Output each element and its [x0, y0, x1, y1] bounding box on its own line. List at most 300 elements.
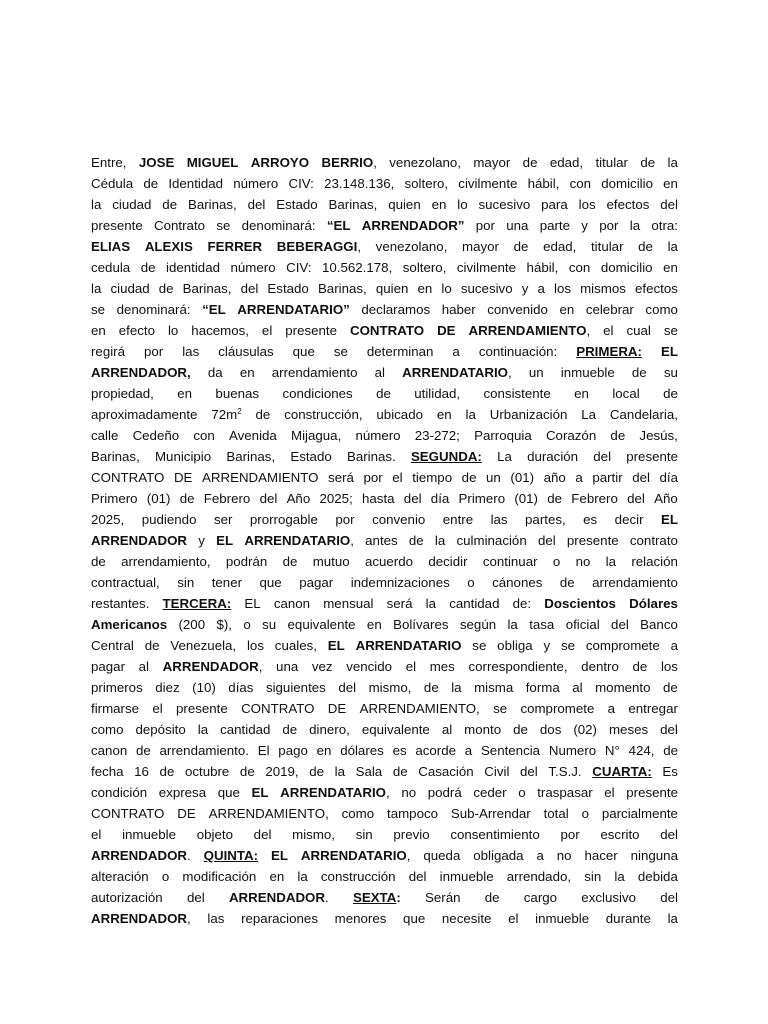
clause-heading: CUARTA:	[592, 764, 652, 779]
text-run: Dólares	[629, 596, 678, 611]
text-word	[638, 236, 653, 257]
text-run: de	[663, 743, 678, 758]
text-word	[660, 824, 678, 845]
text-run: contrato	[629, 533, 678, 548]
text-line	[91, 593, 678, 614]
text-word	[139, 656, 149, 677]
text-run: edad,	[549, 155, 584, 170]
text-run: Bolívares	[393, 617, 449, 632]
text-word	[412, 467, 452, 488]
text-word	[506, 215, 528, 236]
text-run: dos	[539, 722, 562, 737]
text-run: condición	[91, 785, 148, 800]
text-run: tampoco	[387, 806, 439, 821]
text-run: de	[255, 407, 271, 422]
text-word	[275, 635, 317, 656]
text-word	[592, 761, 652, 782]
text-run: del	[259, 491, 278, 506]
text-word	[388, 194, 421, 215]
text-word	[538, 530, 556, 551]
text-run: que	[292, 344, 315, 359]
text-run: los	[578, 197, 596, 212]
text-run: Primero	[458, 491, 506, 506]
text-word	[527, 257, 559, 278]
text-word	[218, 782, 240, 803]
text-run: ,	[350, 533, 354, 548]
text-word	[321, 866, 396, 887]
text-word	[486, 467, 501, 488]
text-run: Banco	[640, 617, 678, 632]
text-run: Numero	[548, 743, 597, 758]
text-word	[628, 698, 678, 719]
text-run: en	[417, 281, 433, 296]
text-run: el	[261, 323, 273, 338]
text-run: primeros	[91, 680, 143, 695]
text-line	[91, 257, 678, 278]
text-run: por	[475, 218, 495, 233]
text-word	[560, 824, 579, 845]
text-word	[484, 761, 509, 782]
text-word	[472, 635, 486, 656]
text-run: de	[513, 239, 529, 254]
text-word	[274, 593, 310, 614]
text-word	[208, 362, 223, 383]
text-run: denominará:	[241, 218, 316, 233]
text-word	[91, 908, 191, 929]
text-run: del	[627, 491, 645, 506]
text-run: pudiendo	[141, 512, 197, 527]
text-run: la	[605, 554, 617, 569]
text-word	[450, 824, 539, 845]
text-word	[228, 677, 253, 698]
text-word	[595, 152, 628, 173]
text-word	[431, 488, 450, 509]
text-word	[260, 488, 278, 509]
text-word	[599, 215, 618, 236]
text-word	[473, 782, 506, 803]
text-run: arrendamiento.	[159, 743, 249, 758]
text-run: quien	[388, 197, 421, 212]
text-line	[91, 908, 678, 929]
text-run: de	[158, 281, 174, 296]
text-line	[91, 551, 678, 572]
text-word	[544, 635, 551, 656]
text-run: se	[91, 302, 106, 317]
text-run: el	[392, 470, 403, 485]
text-run: Avenida	[229, 428, 277, 443]
text-word	[369, 677, 412, 698]
text-word	[430, 656, 455, 677]
text-run: Estado	[276, 197, 318, 212]
text-word	[626, 782, 678, 803]
text-run: los	[660, 659, 678, 674]
text-run: (200	[178, 617, 206, 632]
text-word	[608, 698, 615, 719]
text-word	[251, 152, 309, 173]
text-word	[272, 362, 358, 383]
text-word	[403, 908, 425, 929]
text-run: construcción,	[284, 407, 363, 422]
text-word	[529, 614, 554, 635]
text-run: una	[506, 218, 529, 233]
text-word	[91, 488, 138, 509]
text-run: las	[207, 911, 225, 926]
text-word	[663, 677, 678, 698]
text-run: del	[660, 827, 678, 842]
text-word	[338, 677, 356, 698]
text-run: oficial	[565, 617, 600, 632]
text-run: relación	[631, 554, 678, 569]
text-run: a	[607, 701, 616, 716]
text-word	[318, 278, 367, 299]
text-word	[497, 635, 533, 656]
text-word	[356, 635, 462, 656]
text-word	[324, 173, 394, 194]
text-word	[174, 467, 192, 488]
text-run: Sala	[355, 764, 383, 779]
text-word	[437, 404, 452, 425]
text-run: objeto	[196, 827, 233, 842]
text-run: (01)	[514, 491, 538, 506]
text-word	[479, 194, 531, 215]
text-run: de	[162, 197, 178, 212]
text-word	[154, 215, 205, 236]
text-run: mismos	[580, 281, 626, 296]
text-run: consistente	[483, 386, 551, 401]
text-run: de	[135, 743, 151, 758]
text-word	[351, 572, 450, 593]
text-run: ciudad	[110, 281, 150, 296]
text-run: ARRENDATARIO	[280, 785, 386, 800]
text-run: en	[663, 260, 678, 275]
text-line	[91, 740, 678, 761]
text-word	[159, 782, 206, 803]
text-word	[241, 698, 314, 719]
text-word	[525, 509, 566, 530]
text-run: duración	[527, 449, 579, 464]
text-run: $),	[216, 617, 232, 632]
text-run: de	[140, 260, 156, 275]
text-word	[631, 551, 678, 572]
text-run: monto	[464, 722, 502, 737]
text-run: DE	[437, 323, 456, 338]
text-word	[584, 845, 617, 866]
text-word	[297, 866, 307, 887]
text-word	[546, 425, 596, 446]
text-run: 23-272;	[414, 428, 460, 443]
text-word	[485, 887, 500, 908]
text-word	[487, 299, 548, 320]
text-word	[241, 908, 318, 929]
text-word	[91, 572, 160, 593]
text-line	[91, 362, 678, 383]
text-word	[491, 509, 508, 530]
text-run: en	[177, 386, 193, 401]
text-run: con	[568, 260, 591, 275]
text-run: parcialmente	[601, 806, 678, 821]
text-run: EL	[216, 533, 234, 548]
text-word	[290, 446, 331, 467]
text-line	[91, 341, 678, 362]
text-run: efectos	[606, 197, 650, 212]
text-run: el	[405, 659, 417, 674]
text-run: CONTRATO	[91, 806, 165, 821]
text-word	[276, 656, 298, 677]
text-run: es	[583, 512, 598, 527]
text-word	[289, 173, 314, 194]
text-line	[91, 383, 678, 404]
text-run: Contrato	[154, 218, 206, 233]
text-word	[547, 488, 562, 509]
text-run: un	[486, 470, 501, 485]
text-run: BERRIO	[321, 155, 374, 170]
text-word	[606, 908, 651, 929]
text-word	[467, 572, 474, 593]
text-word	[309, 761, 324, 782]
text-run: DE	[173, 470, 193, 485]
text-run: ARRENDADOR	[228, 890, 325, 905]
text-word	[492, 572, 542, 593]
text-word	[247, 635, 264, 656]
text-run: CONTRATO	[91, 470, 165, 485]
text-line	[91, 572, 678, 593]
text-word	[553, 551, 560, 572]
text-run: .	[187, 848, 191, 863]
text-run: un	[528, 365, 544, 380]
text-run: de	[632, 659, 648, 674]
text-run: entre	[442, 512, 474, 527]
text-run: se	[663, 323, 678, 338]
text-word	[180, 488, 195, 509]
text-run: ELIAS	[91, 239, 131, 254]
text-run: de	[159, 764, 175, 779]
text-word	[576, 341, 642, 362]
text-word	[566, 614, 600, 635]
text-run: las	[182, 344, 200, 359]
text-run: la	[667, 155, 678, 170]
text-word	[362, 215, 465, 236]
text-run: alteración	[91, 869, 149, 884]
text-run: compromete	[585, 638, 660, 653]
text-run: mes	[429, 659, 455, 674]
text-word	[528, 173, 560, 194]
text-word	[469, 320, 591, 341]
text-word	[197, 824, 233, 845]
text-run: N°	[604, 743, 620, 758]
clause-heading: QUINTA:	[203, 848, 259, 863]
text-word	[392, 467, 402, 488]
text-word	[464, 719, 501, 740]
text-run: lo	[167, 323, 179, 338]
text-word	[136, 740, 151, 761]
text-run: Corazón	[545, 428, 597, 443]
text-run: pagar	[91, 659, 126, 674]
text-run: da	[207, 365, 223, 380]
text-run: Casación	[418, 764, 474, 779]
text-word	[524, 887, 557, 908]
text-run: día	[659, 470, 678, 485]
text-run: La	[497, 449, 512, 464]
text-run: sin	[177, 575, 195, 590]
text-word	[497, 446, 512, 467]
text-run: presente	[626, 449, 678, 464]
text-word	[537, 278, 544, 299]
text-word	[389, 152, 461, 173]
text-run: local	[612, 386, 640, 401]
text-run: de	[640, 155, 656, 170]
text-run: ,	[357, 239, 362, 254]
text-word	[591, 236, 624, 257]
text-word	[465, 740, 472, 761]
text-word	[367, 614, 382, 635]
text-word	[91, 551, 106, 572]
text-run: Jesús,	[639, 428, 678, 443]
text-run: podrá	[427, 785, 462, 800]
text-run: Barinas,	[226, 449, 276, 464]
text-word	[468, 656, 567, 677]
text-run: reparaciones	[241, 911, 318, 926]
text-run: correspondiente,	[468, 659, 568, 674]
text-run: EL	[660, 512, 678, 527]
text-run: continuación:	[478, 344, 558, 359]
text-run: quien	[375, 281, 409, 296]
text-word	[401, 782, 416, 803]
text-run: de	[392, 764, 408, 779]
text-run: contractual,	[91, 575, 160, 590]
text-word	[312, 656, 333, 677]
text-run: edad,	[543, 239, 577, 254]
text-run: la	[451, 680, 462, 695]
text-word	[214, 509, 232, 530]
text-run: en	[431, 197, 447, 212]
text-word	[404, 488, 422, 509]
text-word	[162, 194, 177, 215]
text-word	[449, 593, 499, 614]
text-word	[282, 383, 352, 404]
text-run: ,	[187, 911, 191, 926]
text-line	[91, 824, 678, 845]
text-word	[188, 194, 237, 215]
text-run: presente	[285, 323, 337, 338]
text-run: de	[239, 764, 255, 779]
text-run: Barinas,	[317, 281, 367, 296]
text-run: mutuo	[312, 554, 350, 569]
text-run: soltero,	[404, 176, 449, 191]
text-word	[226, 446, 275, 467]
text-word	[258, 740, 270, 761]
text-word	[356, 824, 373, 845]
text-run: Parroquia	[474, 428, 532, 443]
text-word	[112, 194, 151, 215]
text-run: inmueble	[122, 827, 177, 842]
text-run: ARRENDADOR	[91, 911, 188, 926]
text-word	[204, 488, 251, 509]
text-word	[202, 299, 226, 320]
text-run: que	[217, 785, 240, 800]
text-run: utilidad,	[414, 386, 461, 401]
text-run: cláusulas	[218, 344, 274, 359]
text-run: partes,	[525, 512, 566, 527]
text-run: Venezuela,	[170, 638, 237, 653]
text-word	[160, 740, 249, 761]
text-word	[216, 530, 233, 551]
text-run: cantidad	[449, 596, 500, 611]
text-run: inmueble	[535, 911, 590, 926]
text-run: sucesivo	[478, 197, 531, 212]
text-line	[91, 194, 678, 215]
text-run: Sub-Arrendar	[450, 806, 531, 821]
text-run: domicilio	[600, 260, 653, 275]
text-word	[91, 740, 127, 761]
text-word	[584, 866, 601, 887]
text-word	[240, 761, 255, 782]
text-word	[574, 383, 589, 404]
text-word	[292, 824, 335, 845]
text-run: podrán	[225, 554, 268, 569]
text-run: necesite	[441, 911, 492, 926]
text-word	[266, 677, 326, 698]
text-run: número	[230, 260, 276, 275]
text-word	[540, 719, 561, 740]
text-run: a	[670, 638, 678, 653]
text-word	[586, 635, 660, 656]
text-run: “EL	[326, 218, 351, 233]
text-run: EL	[251, 785, 269, 800]
text-run: octubre	[184, 764, 230, 779]
text-word	[424, 677, 439, 698]
text-word	[254, 824, 272, 845]
text-word	[91, 236, 130, 257]
text-run: depósito	[135, 722, 186, 737]
text-run: se	[216, 218, 231, 233]
clause-heading: TERCERA:	[162, 596, 232, 611]
text-run: forma	[525, 680, 560, 695]
text-run: del	[240, 281, 259, 296]
text-word	[610, 404, 678, 425]
text-run: es	[392, 743, 407, 758]
text-run: del	[186, 890, 205, 905]
text-word	[91, 656, 125, 677]
text-run: por	[560, 827, 580, 842]
text-run: arrendamiento	[592, 575, 678, 590]
text-run: ARRENDATARIO	[402, 365, 509, 380]
text-run: o	[467, 575, 475, 590]
text-run: y	[581, 218, 588, 233]
text-run: Cedeño	[132, 428, 180, 443]
text-word	[522, 278, 529, 299]
text-run: dentro	[581, 659, 619, 674]
text-run: se	[560, 638, 576, 653]
text-line	[91, 719, 678, 740]
text-word	[544, 467, 566, 488]
text-run: del	[593, 449, 612, 464]
text-word	[231, 257, 276, 278]
text-run: se	[472, 638, 487, 653]
text-run: de	[610, 428, 626, 443]
text-word	[91, 152, 126, 173]
text-word	[134, 761, 149, 782]
text-run: 10.562.178,	[322, 260, 393, 275]
text-word	[168, 173, 223, 194]
text-run: prorrogable	[249, 512, 318, 527]
text-word	[544, 803, 569, 824]
text-word	[493, 698, 507, 719]
text-word	[375, 362, 385, 383]
text-run: arrendamiento	[271, 365, 358, 380]
text-word	[660, 467, 679, 488]
text-run: presente	[566, 533, 619, 548]
text-line	[91, 803, 678, 824]
